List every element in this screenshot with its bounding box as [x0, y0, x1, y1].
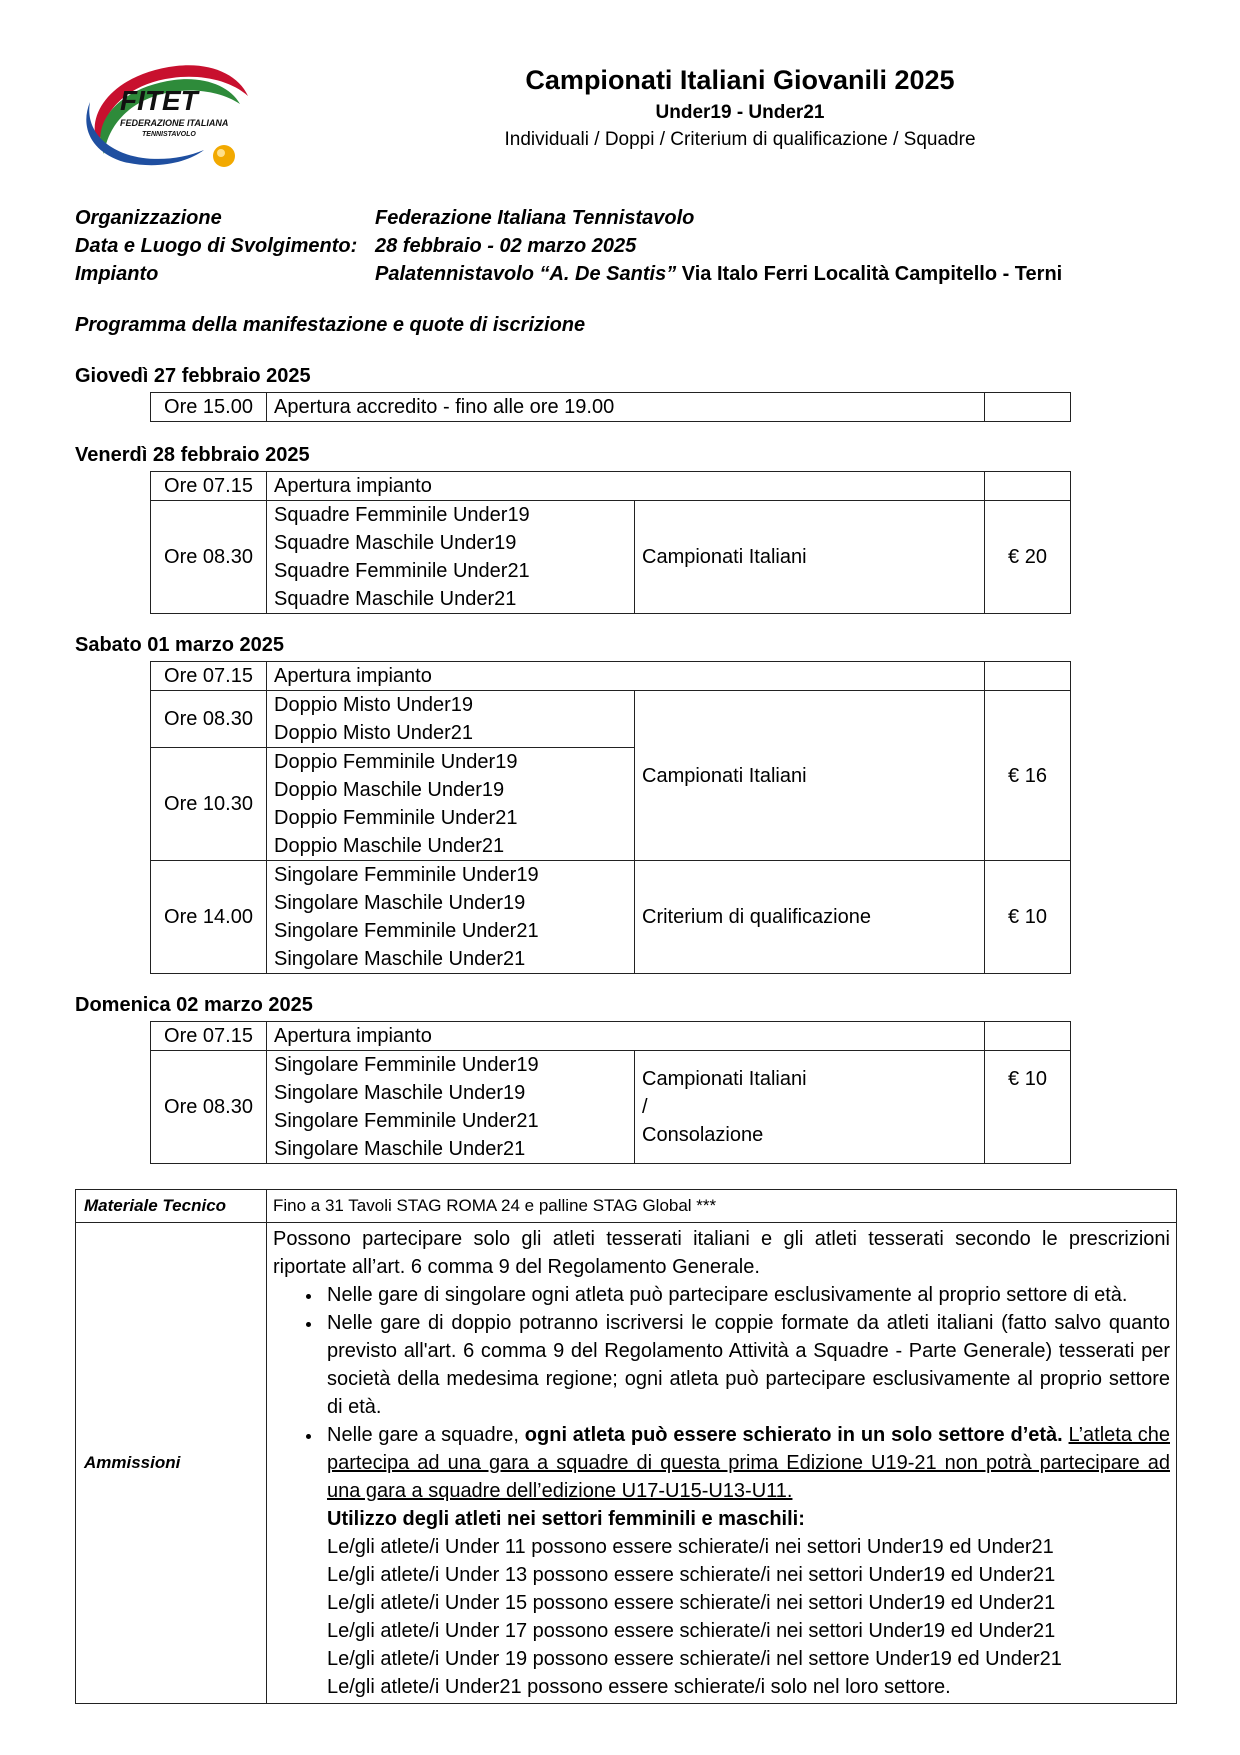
table-row: Ore 15.00 Apertura accredito - fino alle ore 19.00 [151, 393, 1071, 422]
table-row: Ore 10.30 Doppio Femminile Under19 Doppio Maschile Under19 Doppio Femminile Under21 Doppio Maschile Under21 [151, 748, 1071, 861]
info-organization: Organizzazione Federazione Italiana Tennistavolo [75, 207, 695, 229]
day-heading-sunday: Domenica 02 marzo 2025 [75, 994, 313, 1016]
svg-text:FITET: FITET [120, 85, 198, 116]
schedule-thursday [150, 392, 1071, 422]
table-row: Ore 08.30 Singolare Femminile Under19 Singolare Maschile Under19 Singolare Femminile Under21 Singolare Maschile Under21 Campionati Italiani / Consolazione € 10 [151, 1051, 1071, 1164]
list-item: Le/gli atlete/i Under 19 possono essere schierate/i nel settore Under19 ed Under21 [327, 1648, 1062, 1670]
table-row: Ammissioni Possono partecipare solo gli atleti tesserati italiani e gli atleti tesserati secondo le prescrizioni riportate all’art. 6 comma 9 del Regolamento Generale. • Nelle gare di singolare ogni atleta può partecipare esclusivamente al proprio settore di età. • Nelle gare di doppio potranno iscriversi le coppie formate da atleti italiani (fatto salvo quanto previsto all'art. 6 comma 9 del Regolamento Attività a Squadre - Parte Generale) tesserati per società della medesima regione; ogni atleta può partecipare esclusivamente al proprio settore di età. • Nelle gare a squadre, ogni atleta può essere schierato in un solo settore d’età. L’atleta che partecipa ad una gara a squadre di questa prima Edizione U19-21 non potrà partecipare ad una gara a squadre dell’edizione U17-U15-U13-U11. Utilizzo degli atleti nei settori femminili e maschili: Le/gli atlete/i Under 11 possono essere schierate/i nei settori Under19 ed Under21 Le/gli atlete/i Under 13 possono essere schierate/i nei settori Under19 ed Under21 Le/gli atlete/i Under 15 possono essere schierate/i nei settori Under19 ed Under21 Le/gli atlete/i Under 17 possono essere schierate/i nei settori Under19 ed Under21 Le/gli atlete/i Under 19 possono essere schierate/i nel settore Under19 ed Under21 Le/gli atlete/i Under21 possono essere schierate/i solo nel loro settore. [76, 1223, 1177, 1704]
list-item: Le/gli atlete/i Under21 possono essere schierate/i solo nel loro settore. [327, 1676, 951, 1698]
table-row: Ore 08.30 Doppio Misto Under19 Doppio Misto Under21 Campionati Italiani € 16 [151, 691, 1071, 748]
admissions-table [75, 1189, 1177, 1704]
info-venue: Impianto Palatennistavolo “A. De Santis” Via Italo Ferri Località Campitello - Terni [75, 263, 1063, 285]
athlete-usage: Utilizzo degli atleti nei settori femminili e maschili: Le/gli atlete/i Under 11 possono essere schierate/i nei settori Under19 ed Under21 Le/gli atlete/i Under 13 possono essere schierate/i nei settori Under19 ed Under21 Le/gli atlete/i Under 15 possono essere schierate/i nei settori Under19 ed Under21 Le/gli atlete/i Under 17 possono essere schierate/i nei settori Under19 ed Under21 Le/gli atlete/i Under 19 possono essere schierate/i nel settore Under19 ed Under21 Le/gli atlete/i Under21 possono essere schierate/i solo nel loro settore. [273, 1505, 1170, 1701]
list-item: Le/gli atlete/i Under 17 possono essere schierate/i nei settori Under19 ed Under21 [327, 1620, 1056, 1642]
schedule-saturday [150, 661, 1071, 974]
document-header [400, 62, 1080, 154]
event-info [75, 204, 1062, 288]
table-row: Ore 07.15 Apertura impianto [151, 472, 1071, 501]
list-item: Le/gli atlete/i Under 11 possono essere schierate/i nei settori Under19 ed Under21 [327, 1536, 1054, 1558]
table-row: Ore 08.30 Squadre Femminile Under19 Squadre Maschile Under19 Squadre Femminile Under21 Squadre Maschile Under21 Campionati Italiani € 20 [151, 501, 1071, 614]
info-date: Data e Luogo di Svolgimento: 28 febbraio - 02 marzo 2025 [75, 235, 637, 257]
fitet-logo [80, 56, 256, 172]
schedule-friday [150, 471, 1071, 614]
svg-text:FEDERAZIONE ITALIANA: FEDERAZIONE ITALIANA [120, 118, 229, 128]
schedule-sunday [150, 1021, 1071, 1164]
table-row: Ore 07.15 Apertura impianto [151, 1022, 1071, 1051]
svg-text:TENNISTAVOLO: TENNISTAVOLO [142, 131, 196, 138]
list-item: • Nelle gare di singolare ogni atleta può partecipare esclusivamente al proprio settore di età. [323, 1281, 1170, 1309]
admissions-rules [273, 1281, 1170, 1505]
day-heading-saturday: Sabato 01 marzo 2025 [75, 634, 284, 656]
list-item: Le/gli atlete/i Under 13 possono essere schierate/i nei settori Under19 ed Under21 [327, 1564, 1056, 1586]
page-subtitle-categories: Individuali / Doppi / Criterium di qualificazione / Squadre [504, 129, 976, 150]
list-item: Le/gli atlete/i Under 15 possono essere schierate/i nei settori Under19 ed Under21 [327, 1592, 1056, 1614]
table-row: Materiale Tecnico Fino a 31 Tavoli STAG ROMA 24 e palline STAG Global *** [76, 1190, 1177, 1223]
list-item: • Nelle gare a squadre, ogni atleta può essere schierato in un solo settore d’età. L’atleta che partecipa ad una gara a squadre di questa prima Edizione U19-21 non potrà partecipare ad una gara a squadre dell’edizione U17-U15-U13-U11. [323, 1421, 1170, 1505]
table-row: Ore 07.15 Apertura impianto [151, 662, 1071, 691]
page-title: Campionati Italiani Giovanili 2025 [525, 65, 955, 95]
admissions-intro: Possono partecipare solo gli atleti tesserati italiani e gli atleti tesserati secondo le prescrizioni riportate all’art. 6 comma 9 del Regolamento Generale. [273, 1228, 1170, 1278]
day-heading-thursday: Giovedì 27 febbraio 2025 [75, 365, 311, 387]
program-title: Programma della manifestazione e quote di iscrizione [75, 314, 586, 336]
list-item: • Nelle gare di doppio potranno iscriversi le coppie formate da atleti italiani (fatto salvo quanto previsto all'art. 6 comma 9 del Regolamento Attività a Squadre - Parte Generale) tesserati per società della medesima regione; ogni atleta può partecipare esclusivamente al proprio settore di età. [323, 1309, 1170, 1421]
table-row: Ore 14.00 Singolare Femminile Under19 Singolare Maschile Under19 Singolare Femminile Under21 Singolare Maschile Under21 Criterium di qualificazione € 10 [151, 861, 1071, 974]
day-heading-friday: Venerdì 28 febbraio 2025 [75, 444, 310, 466]
page-subtitle: Under19 - Under21 [655, 102, 825, 123]
